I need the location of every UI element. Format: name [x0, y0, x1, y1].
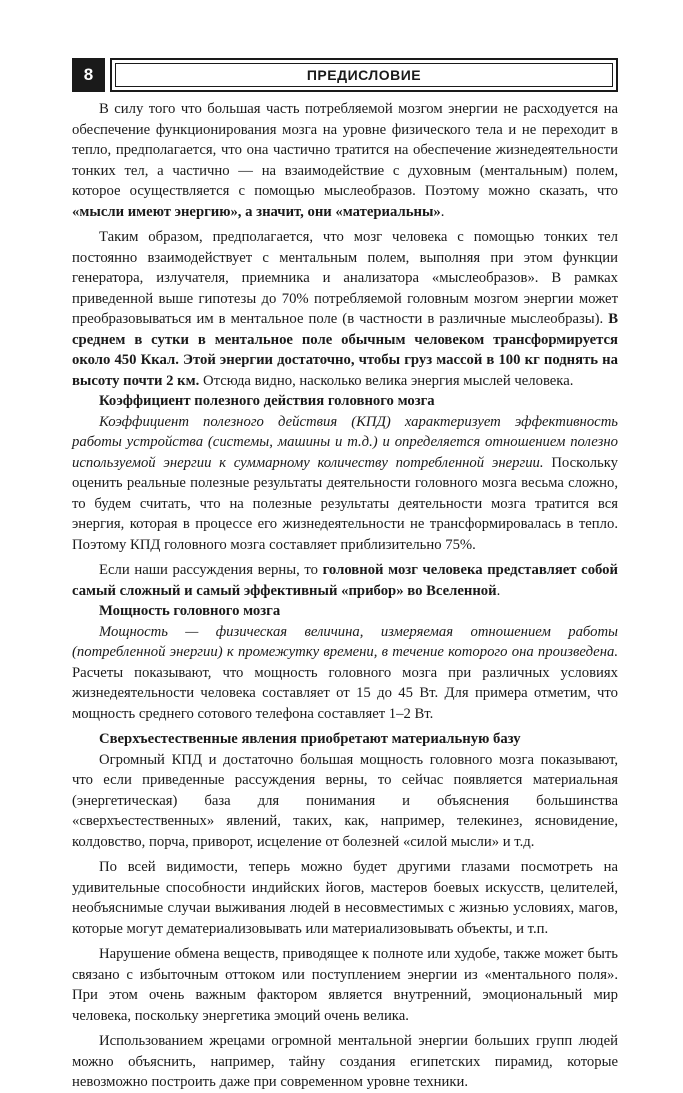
paragraph: [72, 560, 618, 601]
paragraph: [72, 622, 618, 725]
paragraph: Нарушение обмена веществ, приводящее к полноте или худобе, также может быть связано с избыточным оттоком или поступлением энергии из «ментального поля». При этом очень важным фактором является внутренний, эмоциональный мир человека, поскольку энергетика эмоций очень велика.: [72, 946, 618, 1024]
paragraph-text: Отсюда видно, насколько велика энергия мыслей человека.: [199, 372, 574, 389]
page-number: 8: [72, 58, 105, 92]
bold-phrase: В среднем в сутки в ментальное поле обычным человеком трансформируется около 450 Ккал. Этой энергии достаточно, чтобы груз массой в 100 кг поднять на высоту почти 2 км.: [72, 311, 618, 389]
subheading-efficiency: Коэффициент полезного действия головного мозга: [99, 393, 435, 409]
paragraph: [72, 227, 618, 391]
definition-italic: Коэффициент полезного действия (КПД) характеризует эффективность работы устройства (системы, машины и т.д.) и определяется отношением полезно используемой энергии к суммарному количеству потребленной энергии.: [72, 413, 618, 471]
paragraph: [72, 412, 618, 556]
paragraph-text: .: [440, 203, 445, 220]
paragraph-text: Расчеты показывают, что мощность головного мозга при различных условиях жизнедеятельности человека составляет от 15 до 45 Вт. Для примера отметим, что мощность среднего сотового телефона составляет 1–2 Вт.: [72, 664, 618, 722]
paragraph-text: В силу того что большая часть потребляемой мозгом энергии не расходуется на обеспечение функционирования мозга на уровне физического тела и не переходит в тепло, предполагается, что она частично тратится на обеспечение жизнедеятельности тонких тел, а частично — на взаимодействие с духовным (ментальным) полем, которое осуществляется с помощью мыслеобразов. Поэтому можно сказать, что: [72, 101, 618, 199]
bold-phrase: головной мозг человека представляет собой самый сложный и самый эффективный «прибор» во Вселенной: [72, 562, 618, 599]
paragraph-text: Поскольку оценить реальные полезные результаты деятельности головного мозга весьма сложно, то будем считать, что на полезные результаты деятельности мозга тратится вся энергия, которая в процессе его жизнедеятельности не трансформировалась в тепло. Поэтому КПД головного мозга составляет приблизительно 75%.: [72, 454, 618, 553]
subheading-supernatural: Сверхъестественные явления приобретают материальную базу: [99, 731, 521, 747]
bold-phrase: «мысли имеют энергию», а значит, они «материальны»: [72, 203, 441, 220]
page-body: [72, 99, 618, 1093]
definition-italic: Мощность — физическая величина, измеряемая отношением работы (потребленной энергии) к промежутку времени, в течение которого она произведена.: [72, 623, 618, 660]
paragraph-text: Если наши рассуждения верны, то: [99, 562, 323, 578]
paragraph: Огромный КПД и достаточно большая мощность головного мозга показывают, что если приведенные рассуждения верны, то сейчас появляется материальная (энергетическая) база для понимания и объяснения большинства «сверхъестественных» явлений, таких, как, например, телекинез, ясновидение, колдовство, порча, приворот, исцеление от болезней «силой мысли» и т.д.: [72, 751, 618, 850]
page-header: [72, 58, 618, 92]
paragraph: По всей видимости, теперь можно будет другими глазами посмотреть на удивительные способности индийских йогов, мастеров боевых искусств, целителей, необъяснимые случаи выживания людей в несовместимых с жизнью условиях, магов, которые могут дематериализовывать или материализовывать объекты, и т.п.: [72, 859, 618, 937]
section-title-box: [110, 58, 618, 92]
section-title: ПРЕДИСЛОВИЕ: [306, 67, 422, 83]
paragraph: [72, 99, 618, 222]
paragraph-text: Таким образом, предполагается, что мозг человека с помощью тонких тел постоянно взаимодействует с ментальным полем, выполняя при этом функции генератора, излучателя, приемника и анализатора «мыслеобразов». В рамках приведенной выше гипотезы до 70% потребляемой головным мозгом энергии может преобразовываться им в ментальное поле (в частности в различные мыслеобразы).: [72, 229, 618, 327]
paragraph-text: .: [496, 582, 501, 599]
subheading-power: Мощность головного мозга: [99, 603, 281, 619]
paragraph: Использованием жрецами огромной ментальной энергии больших групп людей можно объяснить, например, тайну создания египетских пирамид, которые невозможно построить даже при современном уровне техники.: [72, 1033, 618, 1090]
